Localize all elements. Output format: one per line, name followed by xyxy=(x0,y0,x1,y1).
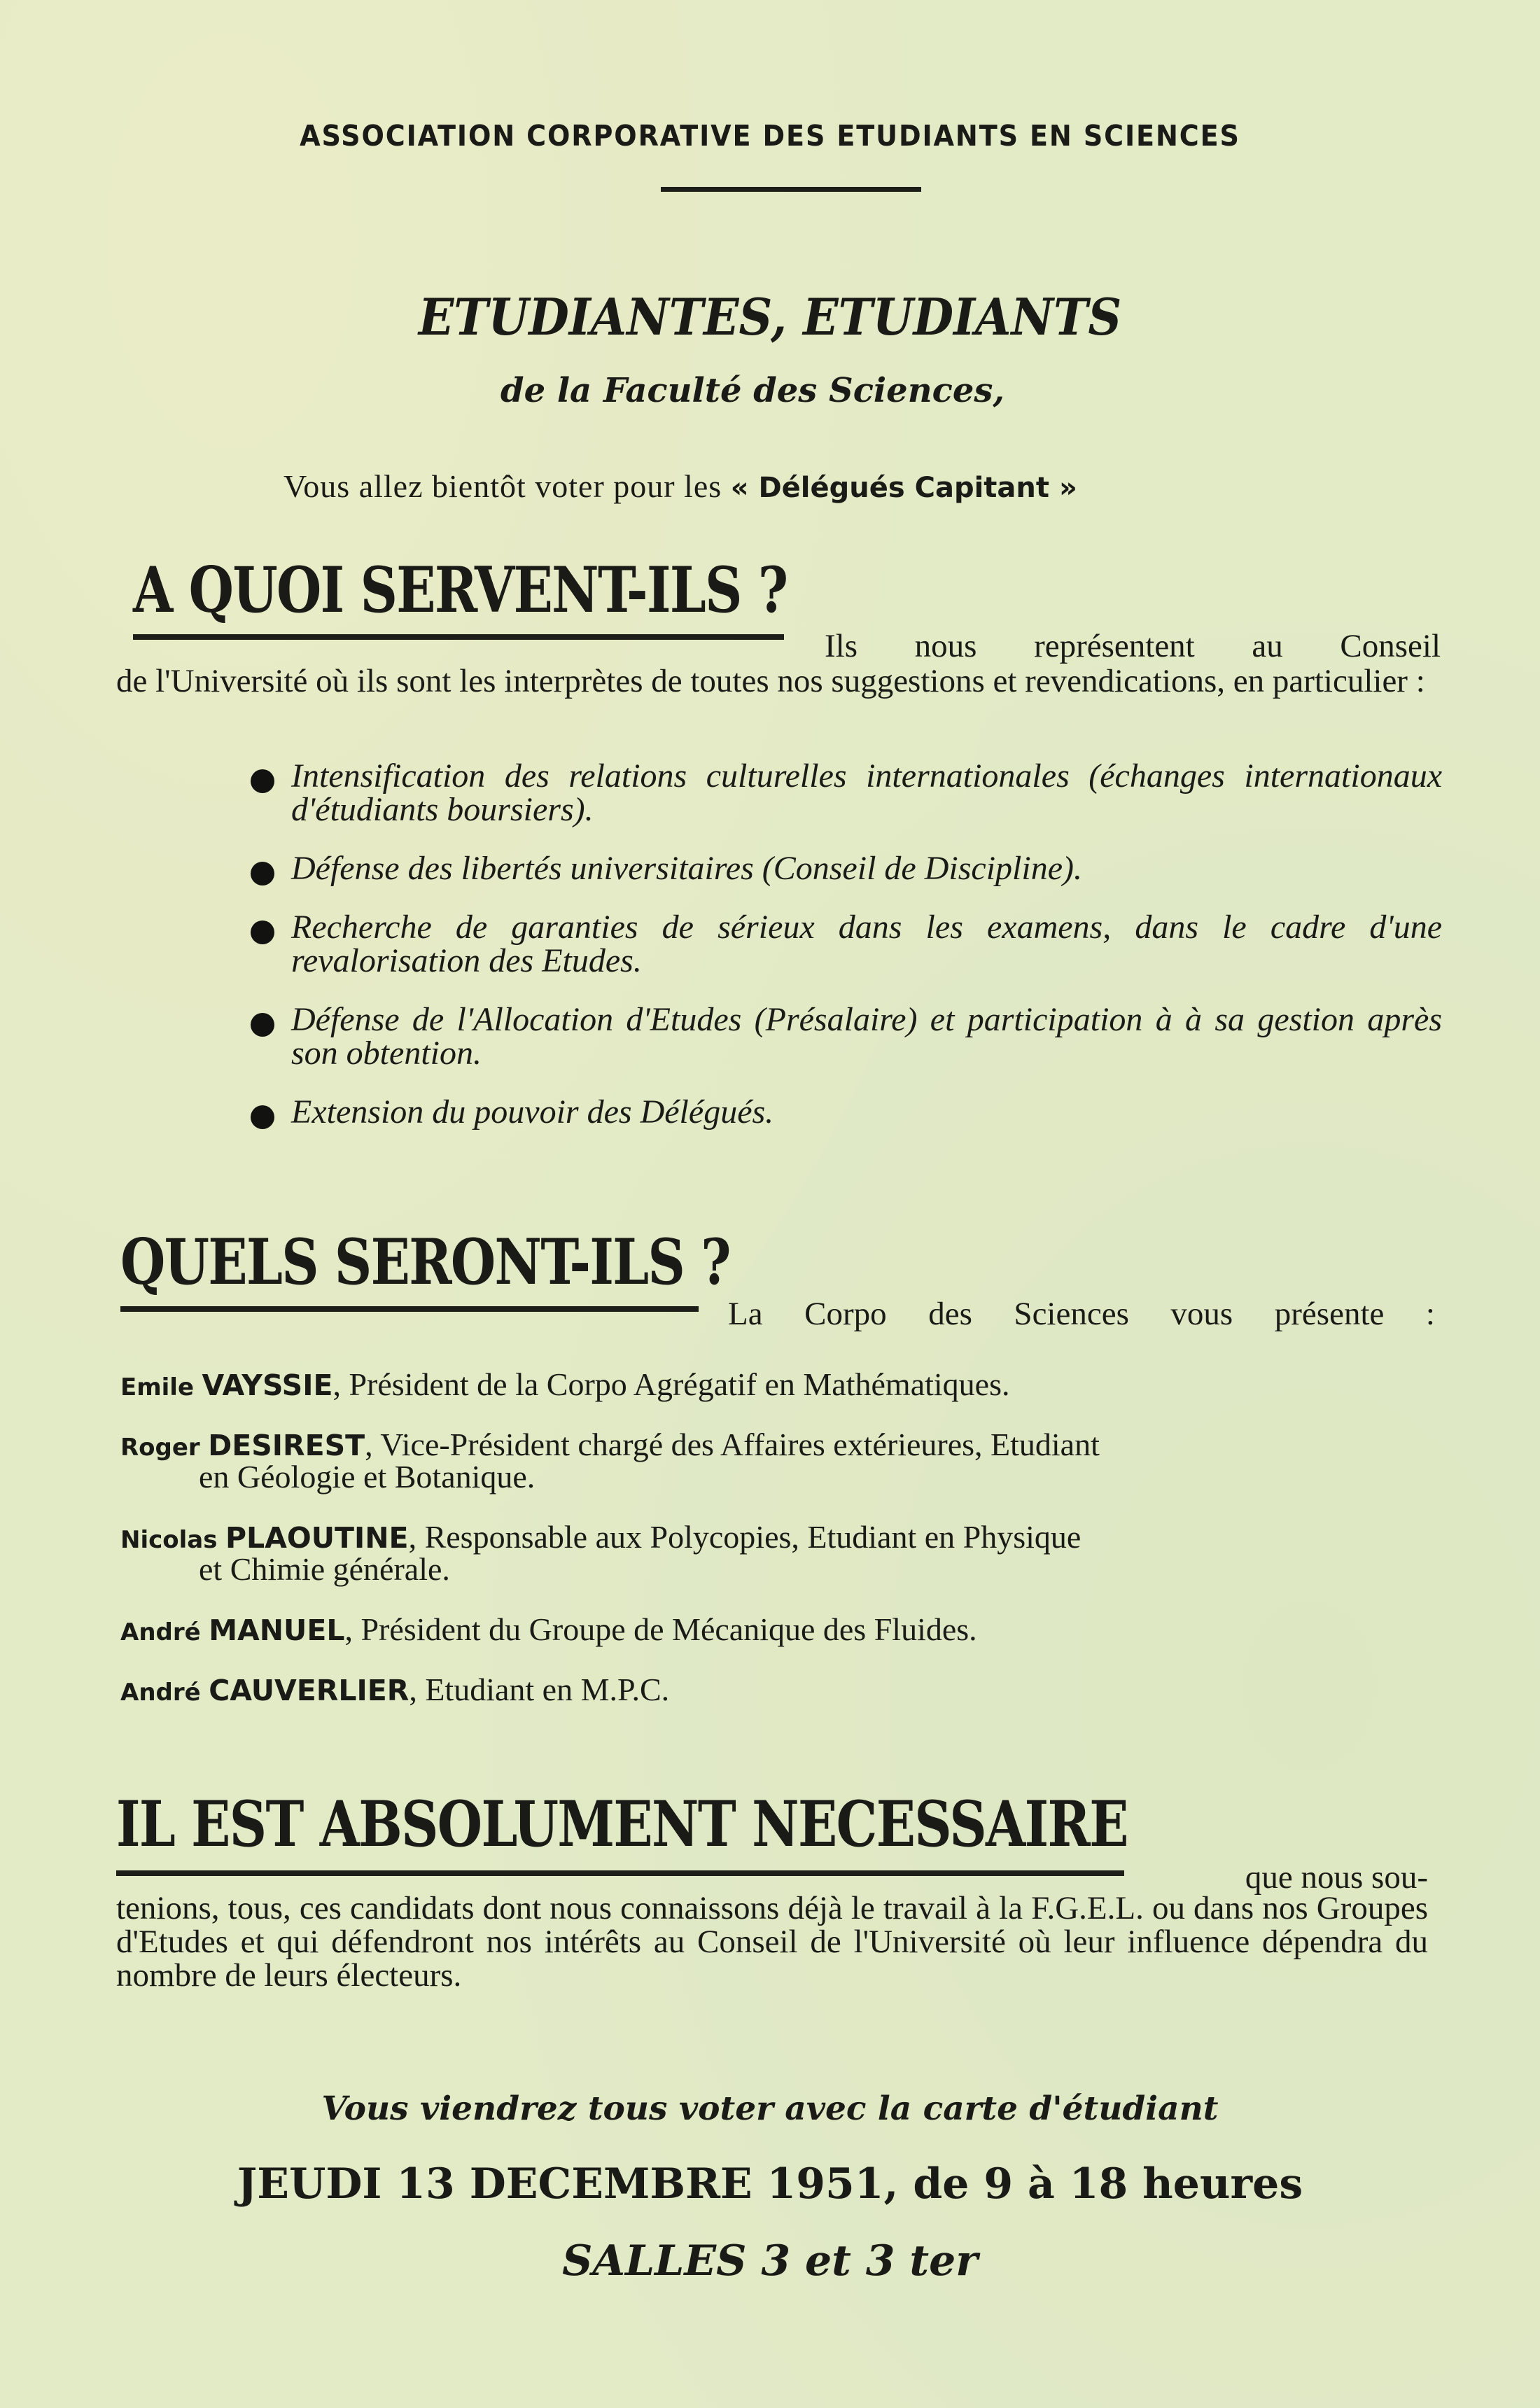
candidate-role: , Président du Groupe de Mécanique des Fluides. xyxy=(344,1611,977,1647)
voting-instruction: Vous viendrez tous voter avec la carte d'étudiant xyxy=(321,2090,1219,2128)
intro-quoted: « Délégués Capitant » xyxy=(730,472,1077,504)
bullet-icon xyxy=(251,862,274,886)
candidate-first-name: André xyxy=(120,1679,201,1707)
candidate-role-cont: et Chimie générale. xyxy=(199,1551,450,1587)
section2-rule xyxy=(120,1306,699,1312)
bullet-icon xyxy=(251,1105,274,1129)
candidate-last-name: MANUEL xyxy=(209,1614,345,1647)
candidate-first-name: Roger xyxy=(120,1434,200,1462)
candidate-item xyxy=(120,1521,1429,1586)
candidate-last-name: CAUVERLIER xyxy=(209,1674,410,1707)
section3-lead: que nous sou- xyxy=(1245,1859,1428,1896)
candidate-last-name: PLAOUTINE xyxy=(225,1521,409,1555)
section1-lead: Ils nous représentent au Conseil xyxy=(825,628,1441,664)
candidate-role: , Etudiant en M.P.C. xyxy=(409,1672,670,1707)
candidate-last-name: DESIREST xyxy=(208,1429,365,1462)
goal-item xyxy=(245,1003,1442,1070)
candidate-item xyxy=(120,1674,1429,1706)
voting-date: JEUDI 13 DECEMBRE 1951, de 9 à 18 heures xyxy=(237,2160,1303,2208)
goal-item xyxy=(245,1093,1442,1130)
bullet-icon xyxy=(251,769,274,793)
candidate-item xyxy=(120,1368,1429,1401)
goal-text: Défense des libertés universitaires (Conseil de Discipline). xyxy=(291,850,1082,887)
section1-rule xyxy=(133,634,784,640)
candidate-role: , Responsable aux Polycopies, Etudiant en Physique xyxy=(408,1519,1082,1555)
goal-item xyxy=(245,911,1442,978)
candidate-item xyxy=(120,1611,1429,1647)
candidate-role: , Vice-Président chargé des Affaires extérieures, Etudiant xyxy=(365,1427,1100,1462)
candidate-item xyxy=(120,1429,1429,1493)
section3-heading: IL EST ABSOLUMENT NECESSAIRE xyxy=(116,1787,1128,1861)
page-subtitle: de la Faculté des Sciences, xyxy=(500,371,1005,410)
candidate-last-name: VAYSSIE xyxy=(202,1368,333,1402)
goal-item xyxy=(245,852,1442,886)
candidate-first-name: Nicolas xyxy=(120,1526,218,1554)
bullet-icon xyxy=(251,920,274,944)
association-header: ASSOCIATION CORPORATIVE DES ETUDIANTS EN SCIENCES xyxy=(300,119,1240,153)
candidate-first-name: André xyxy=(120,1618,201,1646)
bullet-icon xyxy=(251,1013,274,1037)
goal-text: Défense de l'Allocation d'Etudes (Présalaire) et participation à à sa gestion après son obtention. xyxy=(291,1001,1442,1072)
section2-lead: La Corpo des Sciences vous présente : xyxy=(728,1296,1435,1332)
goal-text: Recherche de garanties de sérieux dans les examens, dans le cadre d'une revalorisation des Etudes. xyxy=(291,909,1442,979)
intro-text: Vous allez bientôt voter pour les xyxy=(284,468,722,504)
section3-body: tenions, tous, ces candidats dont nous connaissons déjà le travail à la F.G.E.L. ou dans nos Groupes d'Etudes et qui défendront nos intérêts au Conseil de l'Université où leur influence dépendra du nombre de leurs électeurs. xyxy=(116,1890,1428,1994)
goal-text: Extension du pouvoir des Délégués. xyxy=(291,1093,774,1130)
candidate-role: , Président de la Corpo Agrégatif en Mathématiques. xyxy=(332,1366,1010,1402)
intro-line xyxy=(284,468,1077,505)
page-title: ETUDIANTES, ETUDIANTS xyxy=(418,287,1122,346)
candidate-list xyxy=(120,1368,1429,1734)
voting-location: SALLES 3 et 3 ter xyxy=(562,2236,978,2286)
goal-item xyxy=(245,757,1442,828)
goals-list xyxy=(245,757,1442,1154)
candidate-first-name: Emile xyxy=(120,1373,195,1401)
section1-heading: A QUOI SERVENT-ILS ? xyxy=(133,553,788,627)
goal-text: Intensification des relations culturelles internationales (échanges internationaux d'étudiants boursiers). xyxy=(291,757,1442,828)
header-divider xyxy=(661,187,921,192)
section2-heading: QUELS SERONT-ILS ? xyxy=(120,1225,730,1299)
section3-rule xyxy=(116,1870,1124,1876)
section1-body: de l'Université où ils sont les interprètes de toutes nos suggestions et revendications, en particulier : xyxy=(116,663,1425,699)
candidate-role-cont: en Géologie et Botanique. xyxy=(199,1459,536,1494)
